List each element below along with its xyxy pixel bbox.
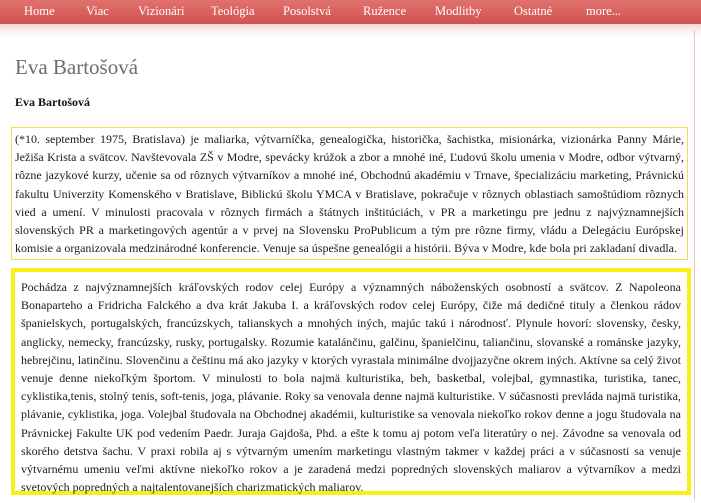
nav-item-vizionari[interactable]: Vizionári	[138, 4, 185, 18]
nav-item-modlitby[interactable]: Modlitby	[435, 4, 482, 18]
nav-item-teologia[interactable]: Teológia	[211, 4, 255, 18]
nav-item-posolstva[interactable]: Posolstvá	[283, 4, 331, 18]
nav-item-ruzence[interactable]: Ružence	[363, 4, 407, 18]
nav-item-home[interactable]: Home	[24, 4, 55, 18]
page-title: Eva Bartošová	[15, 55, 139, 79]
nav-item-ostatne[interactable]: Ostatné	[514, 4, 553, 18]
top-navigation-bar	[0, 0, 701, 24]
nav-item-viac[interactable]: Viac	[86, 4, 109, 18]
person-name-heading: Eva Bartošová	[15, 95, 90, 109]
nav-item-more[interactable]: more...	[586, 4, 622, 18]
nav-shadow	[0, 24, 701, 38]
page-right-border	[694, 30, 695, 500]
biography-paragraph: (*10. september 1975, Bratislava) je maliarka, výtvarníčka, genealogička, historička, šachistka, misionárka, vizionárka Panny Márie, Ježiša Krista a svätcov. Navštevovala ZŠ v Modre, spevácky krúžok a zbor a mnohé iné, Ľudovú školu umenia v Modre, odbor výtvarný, rôzne jazykové kurzy, učenie sa od rôznych výtvarníkov a mnohé iné, Obchodnú akadémiu v Trnave, špecializáciu marketing, Právnickú fakultu Univerzity Komenského v Bratislave, Biblickú školu YMCA v Bratislave, pokračuje v rôznych oblastiach samoštúdiom rôznych vied a umení. V minulosti pracovala v rôznych firmách a štátnych inštitúciách, v PR a marketingu pre jednu z najvýznamnejších slovenských PR a marketingových agentúr a v prvej na Slovensku ProPublicum a tým pre rôzne firmy, vládu a Delegáciu Európskej komisie a organizovala medzinárodné konferencie. Venuje sa úspešne genealógii a histórii. Býva v Modre, kde bola pri zakladaní divadla.	[11, 127, 688, 260]
ancestry-paragraph: Pochádza z najvýznamnejších kráľovských rodov celej Európy a významných náboženských osobností a svätcov. Z Napoleona Bonaparteho a Fridricha Falckého a dva krát Jakuba I. a kráľovských rodov celej Európy, čiže má dedičné tituly a členkou rádov španielskych, portugalských, francúzskych, talianskych a mnohých iných, majúc takú i národnosť. Plynule hovorí: slovensky, česky, anglicky, nemecky, francúzsky, rusky, portugalsky. Rozumie katalánčinu, galčinu, španielčinu, taliančinu, slovanské a románske jazyky, hebrejčinu, latinčinu. Slovenčinu a češtinu má ako jazyky v ktorých vyrastala minimálne dvojjazyčne okrem iných. Aktívne sa celý život venuje denne niekoľkým športom. V minulosti to bola najmä kulturistika, beh, basketbal, volejbal, gymnastika, turistika, tanec, cyklistika,tenis, stolný tenis, soft-tenis, joga, plávanie. Roky sa venovala denne najmä kulturistike. V súčasnosti prevláda najmä turistika, plávanie, cyklistika, joga. Volejbal študovala na Obchodnej akadémii, kulturistike sa venovala niekoľko rokov denne a jogu študovala na Právnickej Fakulte UK pod vedením Paedr. Juraja Gajdoša, Phd. a ešte k tomu aj potom veľa literatúry o nej. Závodne sa venovala od skorého detstva šachu. V praxi robila aj s výtvarným umením marketingu vlastným takmer v každej práci a v súčasnosti sa venuje výtvarnému umeniu veľmi aktívne niekoľko rokov a je zaradená medzi popredných slovenských maliarov a výtvarníkov a medzi svetových popredných a najtalentovanejších charizmatických maliarov.	[11, 268, 691, 495]
